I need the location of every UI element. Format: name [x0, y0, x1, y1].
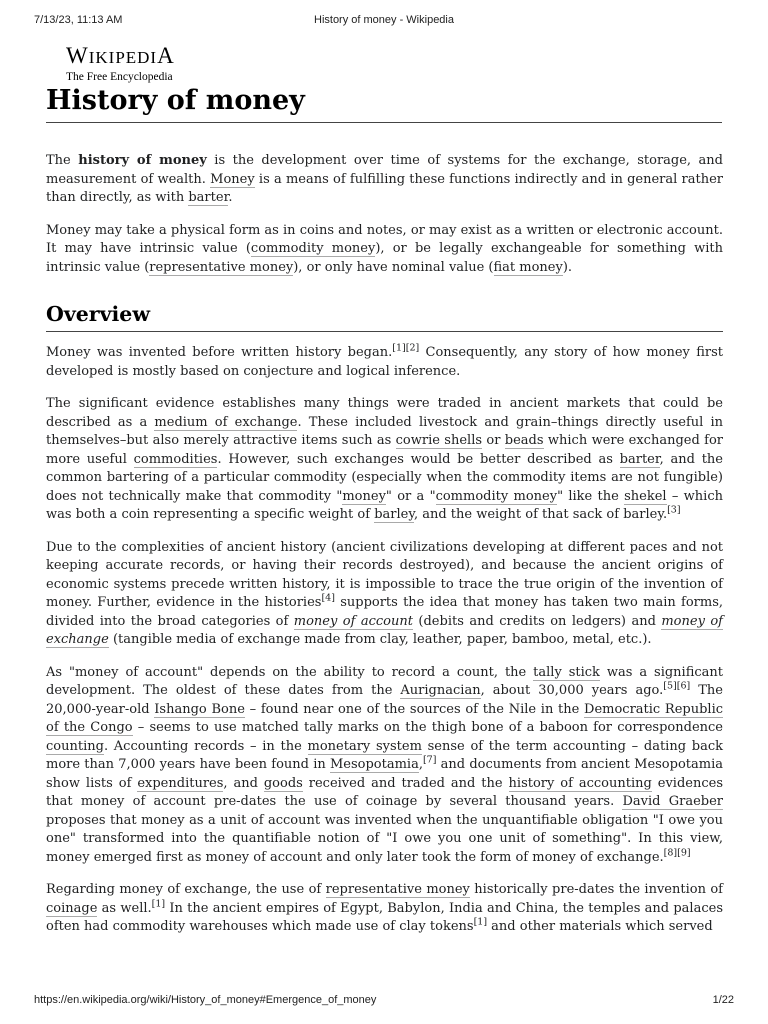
text: Money was invented before written history began. — [46, 345, 393, 360]
link-barley[interactable]: barley — [374, 507, 414, 522]
citation-link[interactable]: [1] — [151, 898, 166, 910]
section-heading-overview: Overview — [46, 299, 723, 332]
link-barter[interactable]: barter — [619, 451, 660, 467]
link-commodity-money[interactable]: commodity money — [435, 488, 558, 504]
link-money[interactable]: money — [342, 488, 386, 504]
citation-link[interactable]: [9] — [677, 847, 691, 859]
print-page-number: 1/22 — [712, 994, 734, 1006]
print-header — [0, 14, 768, 30]
text: as well. — [97, 900, 152, 916]
link-commodities[interactable]: commodities — [133, 451, 218, 467]
citation-link[interactable]: [6] — [676, 680, 691, 692]
article-body — [46, 152, 723, 951]
print-datetime: 7/13/23, 11:13 AM — [34, 14, 123, 26]
text: ). — [562, 259, 573, 275]
overview-paragraph-3 — [46, 539, 723, 650]
text: or — [482, 433, 505, 448]
link-representative-money[interactable]: representative money — [325, 882, 470, 897]
text: . These included livestock and grain–things directly useful in themselves–but also merely attractive items such as — [46, 414, 724, 448]
text: , and the weight of that sack of barley. — [413, 507, 668, 522]
text: proposes that money as a unit of account was invented when the unquantifiable obligation "I owe you one" transformed into the quantifiable notion of "I owe you one unit of something". In this view, money emerged first as money of account and only later took the form of money of exchange. — [46, 812, 723, 865]
text: – seems to use matched tally marks on the thigh bone of a baboon for correspondence — [132, 720, 723, 735]
wikipedia-logo[interactable] — [66, 44, 175, 84]
text: The — [46, 153, 79, 168]
intro-paragraph-1 — [46, 152, 723, 208]
link-representative-money[interactable]: representative money — [149, 259, 294, 275]
citation-link[interactable]: [3] — [667, 504, 681, 516]
link-cowrie-shells[interactable]: cowrie shells — [395, 433, 483, 448]
link-medium-of-exchange[interactable]: medium of exchange — [154, 414, 298, 430]
text: sense of the term accounting – dating back more than 7,000 years have been found in — [46, 738, 723, 772]
link-commodity-money[interactable]: commodity money — [250, 241, 376, 256]
text: . — [228, 190, 233, 205]
bold-term: history of money — [78, 153, 207, 168]
text: historically pre-dates the invention of — [469, 882, 723, 897]
text: which were exchanged for more useful — [46, 433, 723, 467]
text: was a significant development. The oldest of these dates from the — [46, 664, 723, 698]
text: and documents from ancient Mesopotamia show lists of — [46, 757, 723, 791]
link-monetary-system[interactable]: monetary system — [307, 738, 422, 754]
text: is a means of fulfilling these functions indirectly and in general rather than directly, as with — [46, 171, 723, 205]
link-money[interactable]: Money — [210, 171, 255, 187]
link-fiat-money[interactable]: fiat money — [493, 259, 563, 275]
text: ), or only have nominal value ( — [293, 259, 494, 275]
citation-link[interactable]: [5] — [663, 680, 677, 692]
link-counting[interactable]: counting — [46, 738, 104, 754]
text: The significant evidence establishes many things were traded in ancient markets that could be described as a — [46, 396, 723, 430]
link-david-graeber[interactable]: David Graeber — [622, 794, 723, 809]
text: is the development over time of systems for the exchange, storage, and measurement of wealth. — [46, 153, 723, 187]
text: Regarding money of exchange, the use of — [46, 882, 326, 897]
link-barter[interactable]: barter — [188, 190, 229, 205]
link-coinage[interactable]: coinage — [46, 900, 98, 916]
citation-link[interactable]: [1] — [473, 916, 488, 928]
text: Due to the complexities of ancient history (ancient civilizations developing at different paces and not keeping accurate records, or having their records destroyed), and because the ancient origins of economic systems precede written history, it is impossible to trace the true origin of the invention of money. Further, evidence in the histories — [46, 539, 723, 610]
overview-paragraph-1 — [46, 344, 723, 381]
text: In the ancient empires of Egypt, Babylon, India and China, the temples and palaces often had commodity warehouses which made use of clay tokens — [46, 900, 723, 934]
overview-paragraph-5 — [46, 881, 723, 937]
logo-tagline: The Free Encyclopedia — [66, 71, 173, 83]
overview-paragraph-4 — [46, 664, 723, 868]
link-mesopotamia[interactable]: Mesopotamia — [329, 757, 419, 772]
citation-link[interactable]: [7] — [422, 754, 437, 766]
link-democratic-republic-of-the-congo[interactable]: Democratic Republic of the Congo — [46, 701, 724, 735]
overview-paragraph-2 — [46, 395, 723, 525]
text: As "money of account" depends on the ability to record a count, the — [46, 664, 534, 680]
text: Money may take a physical form as in coins and notes, or may exist as a written or electronic account. It may have intrinsic value ( — [46, 222, 723, 256]
link-beads[interactable]: beads — [504, 433, 544, 448]
text: , about 30,000 years ago. — [480, 683, 664, 698]
intro-paragraph-2 — [46, 222, 723, 278]
text: (debits and credits on ledgers) and — [412, 613, 662, 629]
text: " or a " — [385, 488, 436, 504]
print-footer — [0, 994, 768, 1010]
text: evidences that money of account pre-dates the use of coinage by several thousand years. — [46, 775, 723, 809]
text: , and — [223, 775, 264, 791]
link-money-of-account[interactable]: money of account — [293, 613, 413, 629]
link-shekel[interactable]: shekel — [624, 488, 667, 504]
citation-link[interactable]: [1] — [392, 342, 406, 354]
link-goods[interactable]: goods — [263, 775, 303, 791]
link-ishango-bone[interactable]: Ishango Bone — [154, 701, 245, 717]
page-title: History of money — [46, 82, 722, 123]
citation-link[interactable]: [8] — [663, 847, 678, 859]
text: Consequently, any story of how money first developed is mostly based on conjecture and logical inference. — [46, 345, 723, 379]
print-url: https://en.wikipedia.org/wiki/History_of_money#Emergence_of_money — [34, 994, 377, 1006]
link-history-of-accounting[interactable]: history of accounting — [508, 775, 652, 791]
text: The 20,000-year-old — [46, 683, 723, 717]
link-tally-stick[interactable]: tally stick — [533, 664, 600, 680]
text: , — [418, 757, 423, 772]
text: , and the common bartering of a particular commodity (especially when the commodity items are not fungible) does not technically make that commodity " — [46, 451, 723, 504]
text: supports the idea that money has taken two main forms, divided into the broad categories of — [46, 595, 723, 629]
text: – which was both a coin representing a specific weight of — [46, 488, 723, 522]
text: . However, such exchanges would be better described as — [217, 451, 620, 467]
text: and other materials which served — [487, 919, 713, 934]
print-page-title: History of money - Wikipedia — [314, 14, 454, 26]
text: " like the — [557, 488, 625, 504]
link-expenditures[interactable]: expenditures — [137, 775, 224, 791]
text: ), or be legally exchangeable for something with intrinsic value ( — [46, 241, 723, 275]
text: . Accounting records – in the — [103, 738, 308, 754]
text: – found near one of the sources of the Nile in the — [244, 701, 585, 717]
citation-link[interactable]: [4] — [321, 592, 335, 604]
logo-wordmark: WIKIPEDIA — [66, 43, 175, 68]
link-money-of-exchange[interactable]: money of exchange — [46, 613, 723, 647]
link-aurignacian[interactable]: Aurignacian — [400, 683, 481, 698]
text: (tangible media of exchange made from clay, leather, paper, bamboo, metal, etc.). — [108, 632, 652, 647]
text: received and traded and the — [302, 775, 509, 791]
citation-link[interactable]: [2] — [405, 342, 420, 354]
